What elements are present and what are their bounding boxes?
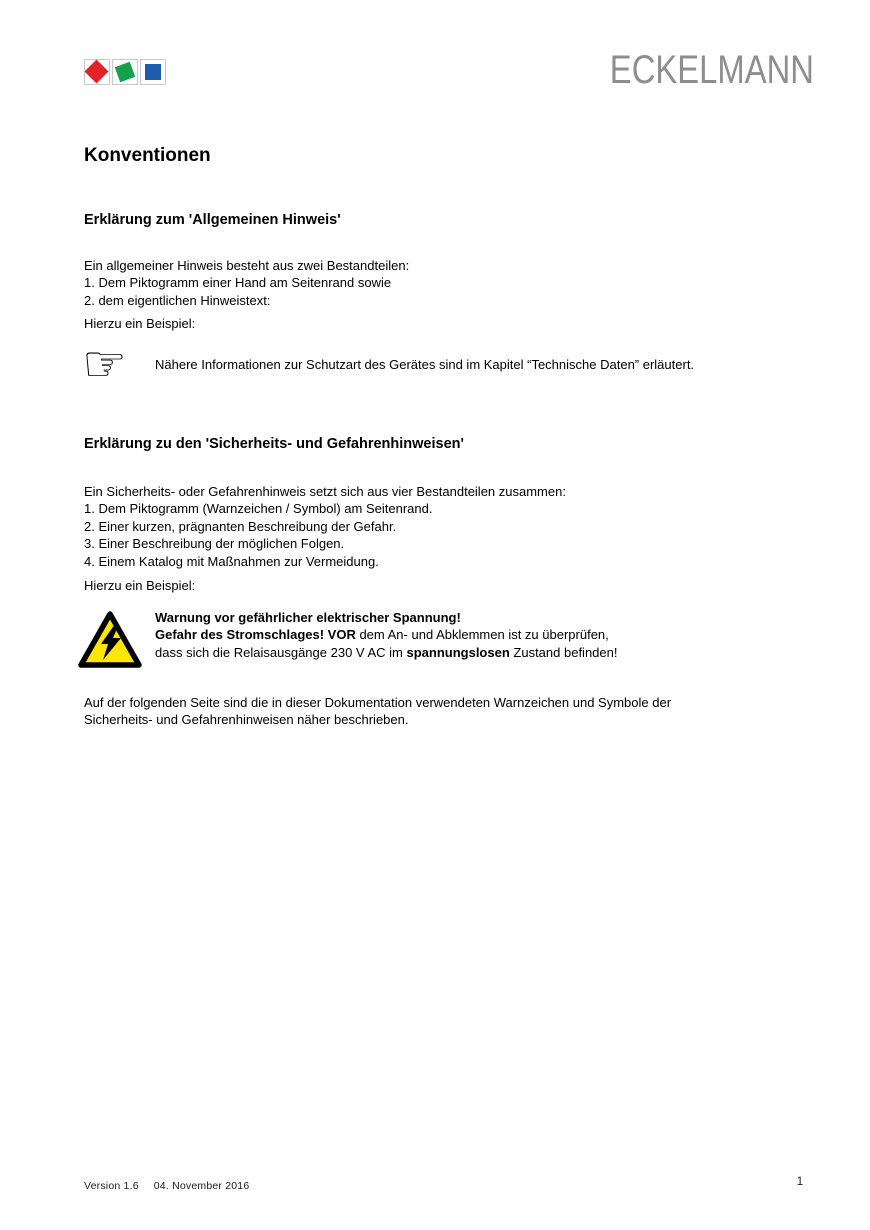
- blue-square-icon: [145, 64, 161, 80]
- logo-tile-red: [84, 59, 110, 85]
- footer-version: [84, 1180, 249, 1192]
- body-line: Ein Sicherheits- oder Gefahrenhinweis setzt sich aus vier Bestandteilen zusammen:: [84, 484, 566, 499]
- green-diamond-icon: [115, 62, 136, 83]
- pointing-hand-icon: ☞: [82, 335, 127, 393]
- body-line: 2. dem eigentlichen Hinweistext:: [84, 292, 271, 308]
- page-title: Konventionen: [84, 145, 211, 166]
- body-line: 1. Dem Piktogramm einer Hand am Seitenrand sowie: [84, 275, 392, 291]
- warning-line: Gefahr des Stromschlages! VOR dem An- und Abklemmen ist zu überprüfen,: [155, 627, 609, 643]
- example-label: Hierzu ein Beispiel:: [84, 578, 196, 593]
- body-line: Ein allgemeiner Hinweis besteht aus zwei Bestandteilen:: [84, 258, 410, 273]
- date-label: 04. November 2016: [153, 1180, 250, 1192]
- logo-tile-blue: [140, 59, 166, 85]
- section-heading-allgemeiner-hinweis: Erklärung zum 'Allgemeinen Hinweis': [84, 212, 341, 228]
- section1-paragraph: [84, 257, 409, 309]
- body-line: 3. Einer Beschreibung der möglichen Folgen.: [84, 536, 345, 552]
- section-heading-sicherheitshinweise: Erklärung zu den 'Sicherheits- und Gefahrenhinweisen': [84, 436, 464, 452]
- section2-paragraph: [84, 483, 566, 570]
- note-text: Nähere Informationen zur Schutzart des Gerätes sind im Kapitel “Technische Daten” erläutert.: [155, 356, 695, 372]
- version-label: Version 1.6: [84, 1180, 139, 1192]
- body-line: Auf der folgenden Seite sind die in dieser Dokumentation verwendeten Warnzeichen und Symbole der: [84, 695, 672, 710]
- warning-line: dass sich die Relaisausgänge 230 V AC im spannungslosen Zustand befinden!: [155, 644, 618, 660]
- warning-title: Warnung vor gefährlicher elektrischer Spannung!: [155, 610, 461, 625]
- company-logo: [84, 59, 166, 85]
- safety-warning: [78, 607, 617, 669]
- warning-text: [155, 607, 617, 661]
- body-line: Sicherheits- und Gefahrenhinweisen näher beschrieben.: [84, 712, 409, 728]
- page-number: 1: [796, 1176, 804, 1188]
- body-line: 2. Einer kurzen, prägnanten Beschreibung der Gefahr.: [84, 518, 397, 534]
- logo-tile-green: [112, 59, 138, 85]
- high-voltage-warning-icon: [78, 611, 142, 669]
- closing-paragraph: [84, 694, 671, 729]
- example-label: Hierzu ein Beispiel:: [84, 316, 196, 331]
- red-diamond-icon: [84, 59, 108, 83]
- body-line: 4. Einem Katalog mit Maßnahmen zur Vermeidung.: [84, 553, 379, 569]
- general-note: [82, 335, 695, 393]
- brand-wordmark: ECKELMANN: [609, 48, 814, 92]
- body-line: 1. Dem Piktogramm (Warnzeichen / Symbol) am Seitenrand.: [84, 501, 433, 517]
